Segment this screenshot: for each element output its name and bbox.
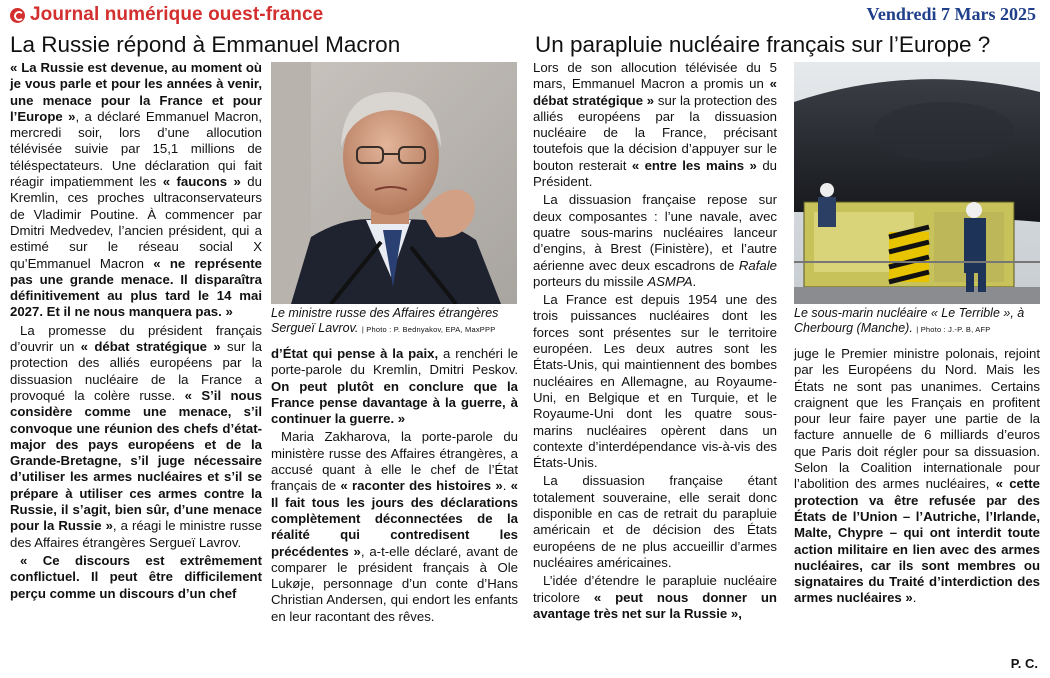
text: du Président. bbox=[533, 157, 777, 190]
text: La dissuasion française repose sur deux composantes : l’une navale, avec quatre sous-marins nucléaires lanceur d’engins, à Brest (Finistère), et l’autre aérienne avec deux escadrons de bbox=[533, 192, 777, 273]
quote-medvedev: « ne représente pas une grande menace. Il disparaîtra définitivement au plus tard le 14 mai 2027. Et il ne nous manquera pas. » bbox=[10, 255, 262, 320]
text: . bbox=[692, 273, 697, 289]
quote-macron: « La Russie est devenue, au moment où je vous parle et pour les années à venir, une menace pour la France et pour l’Europe » bbox=[10, 60, 262, 124]
text: La dissuasion française étant totalement souveraine, elle serait donc disponible en cas de retrait du parapluie américain et de décision des États européens de ne plus accueillir d’armes nucléaires américaines. bbox=[533, 473, 777, 570]
submarine-photo bbox=[794, 62, 1040, 304]
article2-column1 bbox=[533, 60, 777, 624]
text: . bbox=[912, 590, 917, 606]
ouest-france-logo-icon bbox=[10, 8, 25, 23]
text: sur la protection des alliés européens par la dissuasion nucléaire de la France, précisant toutefois que la décision d’appuyer sur le bouton resterait bbox=[533, 92, 777, 173]
text: , a déclaré Emmanuel Macron, mercredi soir, lors d’une allocution télévisée suivie par 15,1 millions de téléspectateurs. Une déclaration qui fait réagir impatiemment les bbox=[10, 108, 263, 190]
article1-headline: La Russie répond à Emmanuel Macron bbox=[10, 32, 401, 57]
author-signature: P. C. bbox=[1010, 656, 1038, 671]
text: La France est depuis 1954 une des trois puissances nucléaires dont les forces sont présentes sur le territoire européen. Les deux autres sont les États-Unis, qui maintiennent des bombes nucléaires en Allemagne, au Royaume-Uni, en Belgique et en Turquie, et le Royaume-Uni dont les quatre sous-marins nucléaires opèrent dans un contexte d’interdépendance vis-à-vis des États-Unis. bbox=[533, 292, 777, 471]
lavrov-photo-illustration bbox=[271, 62, 517, 304]
text: Lors de son allocution télévisée du 5 mars, Emmanuel Macron a promis un bbox=[533, 60, 777, 92]
masthead bbox=[10, 4, 323, 26]
quote-debat-2: « débat stratégique » bbox=[533, 76, 777, 108]
text: , a réagi le ministre russe des Affaires étrangères Sergueï Lavrov. bbox=[10, 518, 262, 550]
text: du Kremlin, ces proches ultraconservateurs de Vladimir Poutine. À commencer par Dmitri Medvedev, l’ancien président, qui a estimé sur le réseau social X qu’Emmanuel Macron bbox=[10, 174, 262, 271]
photo-credit: | Photo : J.-P. B, AFP bbox=[916, 325, 991, 334]
text: porteurs du missile bbox=[533, 273, 648, 289]
quote-debat: « débat stratégique » bbox=[80, 339, 221, 355]
quote-avantage: « peut nous donner un avantage très net sur la Russie », bbox=[533, 589, 777, 621]
submarine-photo-caption bbox=[794, 306, 1044, 337]
text: a renchéri le porte-parole du Kremlin, Dmitri Peskov. bbox=[271, 346, 518, 378]
lavrov-photo-caption bbox=[271, 306, 521, 337]
quote-peskov: d’État qui pense à la paix, bbox=[271, 346, 439, 361]
submarine-photo-illustration bbox=[794, 62, 1040, 304]
text: La promesse du président français d’ouvrir un bbox=[10, 322, 262, 355]
article2-column2 bbox=[794, 346, 1040, 609]
quote-lavrov: « S’il nous considère comme une menace, s’il convoque une réunion des chefs d’état-major des pays européens et de la Grande-Bretagne, s’il juge nécessaire d’utiliser les armes nucléaires et s’il se prépare à utiliser ces armes contre la Russie, il s’agit, bien sûr, d’une menace pour la Russie » bbox=[10, 387, 262, 534]
article1-column1 bbox=[10, 60, 262, 604]
article2-headline: Un parapluie nucléaire français sur l’Europe ? bbox=[535, 32, 991, 57]
caption-text: Le sous-marin nucléaire « Le Terrible », à Cherbourg (Manche). bbox=[794, 306, 1025, 335]
quote-faucons: « faucons » bbox=[162, 174, 241, 190]
caption-text: Le ministre russe des Affaires étrangères Sergueï Lavrov. bbox=[271, 306, 499, 335]
text: . bbox=[502, 478, 511, 494]
lavrov-photo bbox=[271, 62, 517, 304]
quote-peskov-2: On peut plutôt en conclure que la France pense davantage à la guerre, à continuer la guerre. » bbox=[271, 378, 518, 427]
text: Maria Zakharova, la porte-parole du ministère russe des Affaires étrangères, a accusé quant à elle le chef de l’État français de bbox=[271, 429, 518, 494]
text: L’idée d’étendre le parapluie nucléaire tricolore bbox=[533, 573, 777, 605]
photo-credit: | Photo : P. Bednyakov, EPA, MaxPPP bbox=[361, 325, 496, 334]
text: , a-t-elle déclaré, avant de comparer le président français à Ole Lukøje, personnage d’un conte d’Hans Christian Andersen, qui endort les enfants en leur racontant des rêves. bbox=[271, 543, 518, 624]
issue-date: Vendredi 7 Mars 2025 bbox=[866, 4, 1036, 24]
rafale-italic: Rafale bbox=[738, 257, 777, 273]
quote-histoires: « raconter des histoires » bbox=[340, 478, 503, 494]
asmpa-italic: ASMPA bbox=[647, 273, 693, 289]
quote-coalition: « cette protection va être refusée par des États de l’Union – l’Autriche, l’Irlande, Malte, Chypre – qui ont interdit toute action militaire en lien avec des armes nucléaires, car ils sont membres ou signataires du Traité d’interdiction des armes nucléaires » bbox=[794, 476, 1040, 606]
quote-zakharova: « Il fait tous les jours des déclarations complètement déconnectées de la réalité qui contredisent les précédentes » bbox=[271, 478, 518, 559]
text: sur la protection des alliés européens par la dissuasion nucléaire de la France a provoqué la colère russe. bbox=[10, 339, 262, 403]
quote-mains: « entre les mains » bbox=[631, 157, 757, 173]
quote-peskov-start: « Ce discours est extrêmement conflictuel. Il peut être difficilement perçu comme un discours d’un chef bbox=[10, 552, 262, 601]
text: juge le Premier ministre polonais, rejoint par les Européens du Nord. Mais les États ne sont pas unanimes. Certains craignent que les Français en profitent pour leur faire payer une partie de la facture annuelle de 6 milliards d’euros que Paris doit régler pour sa dissuasion. Selon la Coalition internationale pour l’abolition des armes nucléaires, bbox=[794, 346, 1040, 492]
journal-title: Journal numérique ouest-france bbox=[30, 4, 324, 25]
article1-column2 bbox=[271, 346, 518, 627]
